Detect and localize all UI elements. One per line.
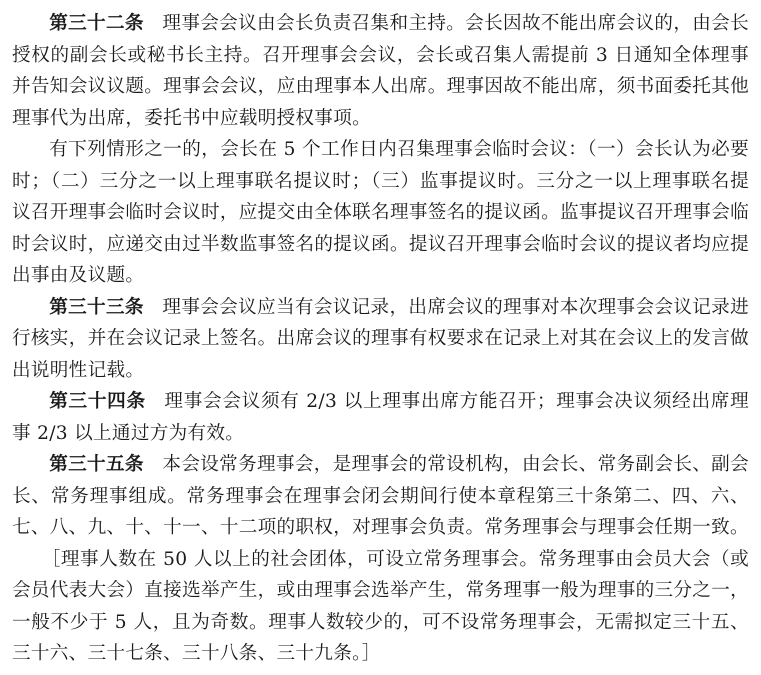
article-text: 理事会会议应当有会议记录，出席会议的理事对本次理事会会议记录进行核实，并在会议记录上签名。出席会议的理事有权要求在记录上对其在会议上的发言做出说明性记载。: [12, 296, 749, 381]
article-text: 本会设常务理事会，是理事会的常设机构，由会长、常务副会长、副会长、常务理事组成。常务理事会在理事会闭会期间行使本章程第三十条第二、四、六、七、八、九、十、十一、十二项的职权，对理事会负责。常务理事会与理事会任期一致。: [12, 454, 749, 538]
article-32-continued: [12, 134, 749, 292]
article-32: [12, 8, 749, 134]
article-33: [12, 292, 749, 387]
article-number: 第三十二条: [49, 13, 144, 34]
article-number: 第三十五条: [49, 454, 144, 475]
article-35: [12, 449, 749, 544]
article-34: [12, 386, 749, 449]
article-text: 有下列情形之一的，会长在 5 个工作日内召集理事会临时会议：（一）会长认为必要时；（二）三分之一以上理事联名提议时；（三）监事提议时。三分之一以上理事联名提议召开理事会临时会议时，应提交由全体联名理事签名的提议函。监事提议召开理事会临时会议时，应递交由过半数监事签名的提议函。提议召开理事会临时会议的提议者均应提出事由及议题。: [12, 139, 749, 286]
note-text: 理事人数在 50 人以上的社会团体，可设立常务理事会。常务理事由会员大会（或会员代表大会）直接选举产生，或由理事会选举产生，常务理事一般为理事的三分之一，一般不少于 5 人，且为奇数。理事人数较少的，可不设常务理事会，无需拟定三十五、三十六、三十七条、三十八条、三十九条。: [12, 548, 749, 664]
article-text: 理事会会议须有 2/3 以上理事出席方能召开；理事会决议须经出席理事 2/3 以上通过方为有效。: [12, 391, 749, 444]
bracketed-note: [12, 544, 749, 670]
note-open-bracket: ［: [41, 548, 61, 570]
article-number: 第三十三条: [49, 296, 144, 318]
article-number: 第三十四条: [49, 391, 146, 412]
note-close-bracket: ］: [361, 643, 381, 664]
article-text: 理事会会议由会长负责召集和主持。会长因故不能出席会议的，由会长授权的副会长或秘书长主持。召开理事会会议，会长或召集人需提前 3 日通知全体理事并告知会议议题。理事会会议，应由理事本人出席。理事因故不能出席，须书面委托其他理事代为出席，委托书中应载明授权事项。: [12, 13, 749, 129]
